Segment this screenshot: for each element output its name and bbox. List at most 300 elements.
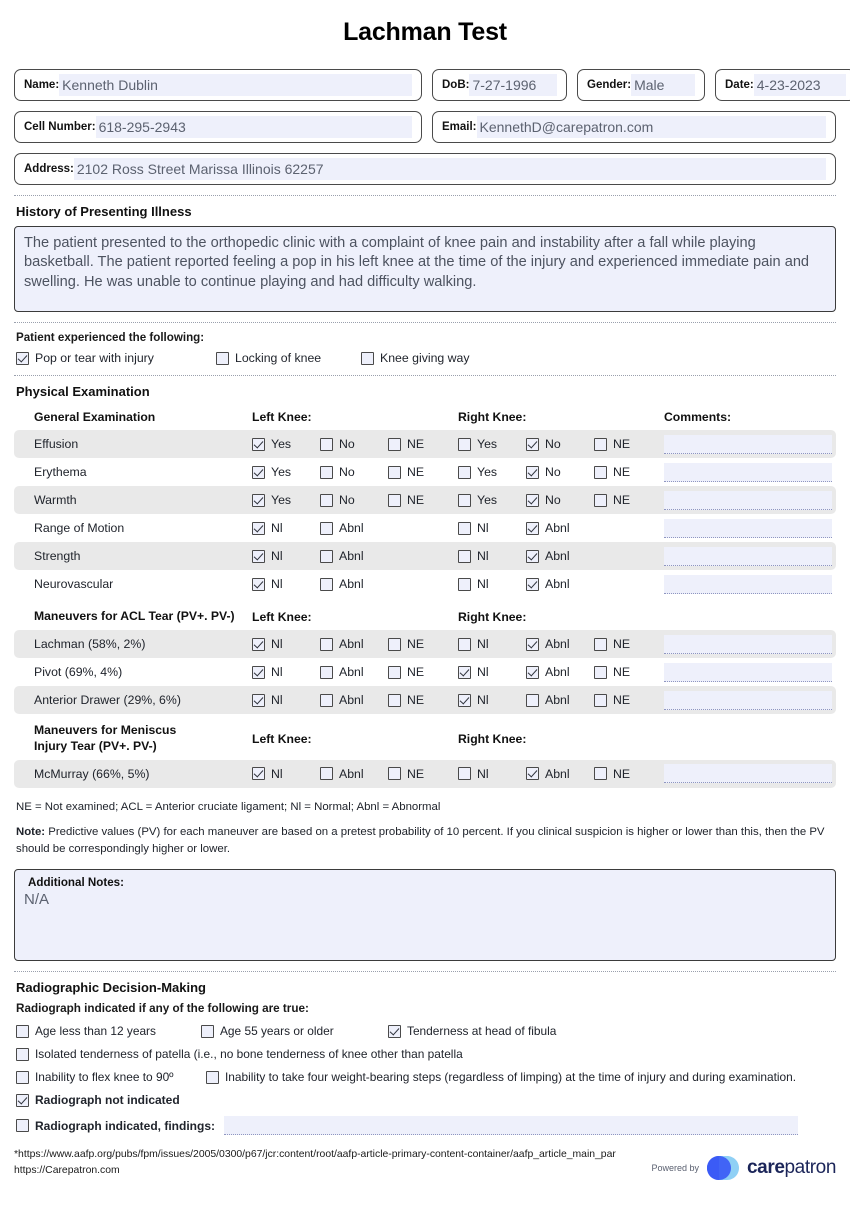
left-anterior-drawer-ne[interactable] [388, 693, 456, 707]
name-value[interactable]: Kenneth Dublin [59, 74, 412, 96]
left-mcmurray-ne[interactable] [388, 767, 456, 781]
comment-input-mcmurray[interactable] [664, 764, 832, 783]
checkbox-label: Nl [477, 665, 489, 680]
date-field[interactable] [715, 69, 850, 101]
checkbox-label: Nl [271, 637, 283, 652]
checkbox-icon[interactable] [320, 694, 333, 707]
right-pivot-nl[interactable] [458, 665, 526, 679]
comment-input-warmth[interactable] [664, 491, 832, 510]
checkbox-label: Abnl [545, 549, 570, 563]
radiographic-criteria-row-1 [14, 1024, 836, 1038]
history-heading: History of Presenting Illness [16, 204, 192, 219]
checkbox-checked-icon[interactable] [526, 767, 539, 780]
divider [14, 971, 836, 972]
criterion-isolated-patella-tenderness[interactable] [16, 1047, 463, 1061]
checkbox-label: Abnl [339, 637, 364, 652]
right-strength-nl[interactable] [458, 549, 526, 563]
left-knee-options-strength [252, 549, 458, 563]
meniscus-header-line2: Injury Tear (PV+. PV-) [34, 738, 157, 753]
checkbox-checked-icon[interactable] [526, 550, 539, 563]
checkbox-label: Nl [271, 766, 283, 781]
criterion-label: Age 55 years or older [220, 1024, 334, 1039]
checkbox-icon[interactable] [388, 494, 401, 507]
left-knee-options-effusion [252, 437, 458, 451]
right-mcmurray-nl[interactable] [458, 767, 526, 781]
checkbox-label: NE [407, 665, 425, 680]
source-url[interactable]: *https://www.aafp.org/pubs/fpm/issues/2005/0300/p67/jcr:content/root/aafp-article-primary-content-container/aafp_article_main_par [14, 1149, 616, 1161]
radiographic-subheading: Radiograph indicated if any of the following are true: [16, 1002, 309, 1016]
experienced-option-1[interactable] [216, 351, 361, 365]
carepatron-logo-icon [706, 1155, 740, 1181]
right-mcmurray-abnl[interactable] [526, 767, 594, 781]
table-row [14, 514, 836, 542]
checkbox-label: No [339, 437, 355, 451]
left-effusion-yes[interactable] [252, 437, 320, 451]
right-anterior-drawer-ne[interactable] [594, 693, 662, 707]
site-url[interactable]: https://Carepatron.com [14, 1164, 120, 1176]
checkbox-label: NE [613, 665, 631, 680]
checkbox-icon[interactable] [594, 767, 607, 780]
checkbox-checked-icon[interactable] [252, 438, 265, 451]
checkbox-checked-icon[interactable] [458, 694, 471, 707]
exam-row-label-warmth: Warmth [34, 493, 77, 507]
criterion-age-55-or-older[interactable] [201, 1024, 388, 1038]
right-pivot-abnl[interactable] [526, 665, 594, 679]
checkbox-label: NE [613, 766, 631, 781]
right-knee-options-warmth [458, 493, 664, 507]
left-lachman-ne[interactable] [388, 637, 456, 651]
acl-header-label: Maneuvers for ACL Tear (PV+. PV-) [34, 609, 235, 623]
checkbox-label: Nl [477, 637, 489, 652]
table-row [14, 430, 836, 458]
name-label: Name: [24, 79, 60, 91]
checkbox-label: Abnl [545, 637, 570, 652]
checkbox-icon[interactable] [594, 466, 607, 479]
email-value[interactable]: KennethD@carepatron.com [477, 116, 826, 138]
cell-number-field[interactable] [14, 111, 422, 143]
checkbox-checked-icon[interactable] [526, 666, 539, 679]
left-erythema-yes[interactable] [252, 465, 320, 479]
checkbox-checked-icon[interactable] [526, 466, 539, 479]
checkbox-label: NE [407, 437, 425, 451]
comment-cell-lachman [664, 635, 836, 654]
checkbox-icon[interactable] [458, 638, 471, 651]
comment-cell-warmth [664, 491, 836, 510]
checkbox-icon[interactable] [594, 666, 607, 679]
left-pivot-ne[interactable] [388, 665, 456, 679]
left-range-of-motion-abnl[interactable] [320, 521, 388, 535]
experienced-option-0[interactable] [16, 351, 216, 365]
col-header-left-knee: Left Knee: [252, 410, 312, 424]
checkbox-label: NE [407, 637, 425, 652]
checkbox-checked-icon[interactable] [252, 522, 265, 535]
table-row [14, 486, 836, 514]
divider [14, 195, 836, 196]
checkbox-checked-icon[interactable] [252, 638, 265, 651]
comment-input-pivot[interactable] [664, 663, 832, 682]
acl-group-header [14, 598, 836, 630]
checkbox-label: Abnl [545, 521, 570, 535]
right-erythema-no[interactable] [526, 465, 594, 479]
experienced-option-2[interactable] [361, 351, 470, 365]
checkbox-icon[interactable] [388, 466, 401, 479]
checkbox-icon[interactable] [458, 494, 471, 507]
left-effusion-no[interactable] [320, 437, 388, 451]
left-range-of-motion-nl[interactable] [252, 521, 320, 535]
powered-by-label: Powered by [651, 1163, 700, 1174]
checkbox-icon[interactable] [594, 494, 607, 507]
checkbox-icon[interactable] [458, 438, 471, 451]
left-knee-options-erythema [252, 465, 458, 479]
checkbox-icon[interactable] [458, 522, 471, 535]
exam-row-label-range-of-motion: Range of Motion [34, 521, 125, 535]
checkbox-label: Yes [271, 465, 292, 479]
exam-row-label-strength: Strength [34, 549, 81, 563]
additional-notes-value[interactable]: N/A [24, 891, 50, 909]
checkbox-label: Nl [271, 665, 283, 680]
comment-input-range-of-motion[interactable] [664, 519, 832, 538]
checkbox-checked-icon[interactable] [458, 666, 471, 679]
meniscus-header-label [14, 723, 252, 754]
history-textarea[interactable]: The patient presented to the orthopedic clinic with a complaint of knee pain and instability after a fall while playing basketball. The patient reported feeling a pop in his left knee at the time of the injury and experienced immediate pain and swelling. He was unable to continue playing and had difficulty walking. [14, 226, 836, 312]
radiograph-not-indicated[interactable] [16, 1093, 180, 1107]
checkbox-icon[interactable] [594, 638, 607, 651]
criterion-inability-four-steps[interactable] [206, 1070, 796, 1084]
left-erythema-no[interactable] [320, 465, 388, 479]
left-pivot-abnl[interactable] [320, 665, 388, 679]
checkbox-label: Locking of knee [235, 351, 322, 365]
checkbox-icon[interactable] [320, 666, 333, 679]
left-knee-options-neurovascular [252, 577, 458, 591]
checkbox-label: NE [613, 693, 631, 708]
comment-cell-erythema [664, 463, 836, 482]
right-knee-options-pivot [458, 665, 664, 679]
checkbox-label: No [545, 493, 561, 507]
checkbox-label: Yes [271, 437, 292, 451]
checkbox-label: Nl [271, 549, 283, 563]
meniscus-right-knee-label: Right Knee: [458, 731, 527, 746]
radiographic-criteria-row-2 [14, 1047, 836, 1061]
right-knee-options-mcmurray [458, 767, 664, 781]
experienced-title: Patient experienced the following: [16, 331, 205, 344]
checkbox-label: Abnl [545, 693, 570, 708]
checkbox-icon[interactable] [594, 694, 607, 707]
dob-value[interactable]: 7-27-1996 [469, 74, 557, 96]
table-row [14, 458, 836, 486]
criterion-age-less-than-12[interactable] [16, 1024, 201, 1038]
checkbox-label: Abnl [339, 577, 364, 591]
checkbox-icon[interactable] [458, 466, 471, 479]
checkbox-icon[interactable] [16, 1025, 29, 1038]
right-mcmurray-ne[interactable] [594, 767, 662, 781]
comment-input-erythema[interactable] [664, 463, 832, 482]
checkbox-label: Nl [477, 549, 489, 563]
right-erythema-yes[interactable] [458, 465, 526, 479]
table-row [14, 658, 836, 686]
checkbox-checked-icon[interactable] [526, 638, 539, 651]
gender-label: Gender: [587, 79, 632, 91]
date-value[interactable]: 4-23-2023 [754, 74, 846, 96]
checkbox-icon[interactable] [388, 638, 401, 651]
additional-notes-box[interactable] [14, 869, 836, 961]
right-neurovascular-abnl[interactable] [526, 577, 594, 591]
checkbox-icon[interactable] [458, 550, 471, 563]
left-erythema-ne[interactable] [388, 465, 456, 479]
meniscus-header-line1: Maneuvers for Meniscus [34, 723, 177, 738]
checkbox-icon[interactable] [458, 767, 471, 780]
right-anterior-drawer-abnl[interactable] [526, 693, 594, 707]
checkbox-label: NE [407, 493, 425, 507]
exam-row-label-anterior-drawer: Anterior Drawer (29%, 6%) [34, 693, 181, 708]
checkbox-checked-icon[interactable] [252, 550, 265, 563]
comment-cell-neurovascular [664, 575, 836, 594]
checkbox-checked-icon[interactable] [252, 466, 265, 479]
checkbox-icon[interactable] [320, 522, 333, 535]
additional-notes-label: Additional Notes: [28, 876, 124, 890]
checkbox-icon[interactable] [388, 666, 401, 679]
radiographic-heading: Radiographic Decision-Making [16, 980, 206, 996]
right-anterior-drawer-nl[interactable] [458, 693, 526, 707]
radiograph-not-indicated-row [14, 1093, 836, 1107]
checkbox-icon[interactable] [320, 578, 333, 591]
email-field[interactable] [432, 111, 836, 143]
gender-field[interactable] [577, 69, 705, 101]
checkbox-label: Abnl [545, 766, 570, 781]
footer [14, 1147, 836, 1181]
checkbox-icon[interactable] [320, 550, 333, 563]
checkbox-label: Pop or tear with injury [35, 351, 154, 365]
meniscus-group-header [14, 714, 836, 760]
right-knee-options-strength [458, 549, 664, 563]
checkbox-icon[interactable] [320, 638, 333, 651]
checkbox-label: Knee giving way [380, 351, 470, 365]
checkbox-label: NE [407, 465, 425, 479]
comment-input-lachman[interactable] [664, 635, 832, 654]
checkbox-label: Abnl [339, 665, 364, 680]
checkbox-label: NE [613, 493, 631, 507]
left-warmth-no[interactable] [320, 493, 388, 507]
comment-input-neurovascular[interactable] [664, 575, 832, 594]
left-mcmurray-abnl[interactable] [320, 767, 388, 781]
checkbox-checked-icon[interactable] [252, 767, 265, 780]
address-value[interactable]: 2102 Ross Street Marissa Illinois 62257 [74, 158, 826, 180]
criterion-inability-flex-90[interactable] [16, 1070, 206, 1084]
checkbox-label: NE [613, 465, 631, 479]
right-strength-abnl[interactable] [526, 549, 594, 563]
checkbox-icon[interactable] [320, 767, 333, 780]
checkbox-label: Nl [271, 577, 283, 591]
checkbox-icon[interactable] [16, 1071, 29, 1084]
checkbox-checked-icon[interactable] [526, 438, 539, 451]
divider [14, 375, 836, 376]
comment-input-anterior-drawer[interactable] [664, 691, 832, 710]
left-knee-options-pivot [252, 665, 458, 679]
checkbox-icon[interactable] [201, 1025, 214, 1038]
radiographic-criteria-row-3 [14, 1070, 836, 1084]
left-knee-options-mcmurray [252, 767, 458, 781]
left-anterior-drawer-nl[interactable] [252, 693, 320, 707]
right-warmth-ne[interactable] [594, 493, 662, 507]
left-pivot-nl[interactable] [252, 665, 320, 679]
checkbox-icon[interactable] [16, 1048, 29, 1061]
checkbox-label: Yes [271, 493, 292, 507]
checkbox-icon[interactable] [320, 438, 333, 451]
left-lachman-nl[interactable] [252, 637, 320, 651]
address-label: Address: [24, 163, 74, 175]
right-effusion-no[interactable] [526, 437, 594, 451]
brand-light: patron [784, 1157, 836, 1179]
checkbox-checked-icon[interactable] [16, 1094, 29, 1107]
cell-number-value[interactable]: 618-295-2943 [96, 116, 412, 138]
comment-input-effusion[interactable] [664, 435, 832, 454]
patient-info-row-3 [14, 153, 836, 185]
checkbox-icon[interactable] [458, 578, 471, 591]
date-label: Date: [725, 79, 754, 91]
left-strength-nl[interactable] [252, 549, 320, 563]
comment-cell-mcmurray [664, 764, 836, 783]
exam-row-label-neurovascular: Neurovascular [34, 577, 114, 591]
note-text: Predictive values (PV) for each maneuver are based on a pretest probability of 10 percent. If you clinical suspicion is higher or lower than this, then the PV should be correspondingly higher or lower. [16, 826, 825, 855]
checkbox-checked-icon[interactable] [252, 494, 265, 507]
left-effusion-ne[interactable] [388, 437, 456, 451]
checkbox-icon[interactable] [388, 767, 401, 780]
left-knee-options-range-of-motion [252, 521, 458, 535]
checkbox-label: Abnl [339, 693, 364, 708]
left-anterior-drawer-abnl[interactable] [320, 693, 388, 707]
checkbox-checked-icon[interactable] [526, 578, 539, 591]
acl-right-knee-label: Right Knee: [458, 610, 527, 625]
left-neurovascular-abnl[interactable] [320, 577, 388, 591]
left-knee-options-warmth [252, 493, 458, 507]
table-row [14, 542, 836, 570]
checkbox-label: NE [613, 637, 631, 652]
checkbox-icon[interactable] [594, 438, 607, 451]
name-field[interactable] [14, 69, 422, 101]
checkbox-checked-icon[interactable] [252, 578, 265, 591]
right-effusion-ne[interactable] [594, 437, 662, 451]
checkbox-checked-icon[interactable] [252, 666, 265, 679]
checkbox-label: Abnl [545, 665, 570, 680]
experienced-options [14, 351, 836, 365]
radiograph-indicated-row [14, 1116, 836, 1135]
radiograph-indicated-label: Radiograph indicated, findings: [35, 1118, 215, 1133]
left-mcmurray-nl[interactable] [252, 767, 320, 781]
checkbox-label: Abnl [339, 766, 364, 781]
left-warmth-ne[interactable] [388, 493, 456, 507]
checkbox-checked-icon[interactable] [16, 352, 29, 365]
left-strength-abnl[interactable] [320, 549, 388, 563]
right-warmth-yes[interactable] [458, 493, 526, 507]
radiograph-findings-input[interactable] [224, 1116, 798, 1135]
checkbox-checked-icon[interactable] [526, 522, 539, 535]
col-header-comments: Comments: [664, 410, 732, 424]
cell-number-label: Cell Number: [24, 121, 96, 133]
left-warmth-yes[interactable] [252, 493, 320, 507]
lachman-test-form [0, 18, 850, 1228]
radiograph-not-indicated-label: Radiograph not indicated [35, 1093, 180, 1108]
checkbox-checked-icon[interactable] [388, 1025, 401, 1038]
checkbox-checked-icon[interactable] [526, 494, 539, 507]
right-lachman-nl[interactable] [458, 637, 526, 651]
left-neurovascular-nl[interactable] [252, 577, 320, 591]
email-label: Email: [442, 121, 477, 133]
checkbox-label: Abnl [339, 521, 364, 535]
criterion-label: Inability to flex knee to 90º [35, 1070, 174, 1085]
meniscus-left-knee-label: Left Knee: [252, 731, 312, 746]
checkbox-label: Nl [477, 577, 489, 591]
address-field[interactable] [14, 153, 836, 185]
table-row [14, 630, 836, 658]
checkbox-label: Yes [477, 465, 498, 479]
checkbox-label: Yes [477, 493, 498, 507]
checkbox-icon[interactable] [361, 352, 374, 365]
right-knee-options-effusion [458, 437, 664, 451]
physical-exam-table [14, 406, 836, 788]
checkbox-icon[interactable] [16, 1119, 29, 1132]
criterion-tenderness-fibula[interactable] [388, 1024, 556, 1038]
right-lachman-ne[interactable] [594, 637, 662, 651]
checkbox-label: NE [407, 766, 425, 781]
col-header-right-knee: Right Knee: [458, 410, 527, 424]
right-knee-options-range-of-motion [458, 521, 664, 535]
right-erythema-ne[interactable] [594, 465, 662, 479]
left-knee-options-anterior-drawer [252, 693, 458, 707]
checkbox-icon[interactable] [388, 438, 401, 451]
acl-left-knee-label: Left Knee: [252, 610, 312, 625]
right-range-of-motion-nl[interactable] [458, 521, 526, 535]
checkbox-icon[interactable] [216, 352, 229, 365]
comment-cell-strength [664, 547, 836, 566]
checkbox-icon[interactable] [320, 466, 333, 479]
comment-input-strength[interactable] [664, 547, 832, 566]
criterion-label: Inability to take four weight-bearing steps (regardless of limping) at the time of injury and during examination. [225, 1070, 797, 1085]
checkbox-label: Yes [477, 437, 498, 451]
right-pivot-ne[interactable] [594, 665, 662, 679]
exam-row-label-mcmurray: McMurray (66%, 5%) [34, 766, 150, 781]
checkbox-icon[interactable] [320, 494, 333, 507]
right-warmth-no[interactable] [526, 493, 594, 507]
brand-bold: care [747, 1157, 785, 1179]
divider [14, 322, 836, 323]
right-effusion-yes[interactable] [458, 437, 526, 451]
footer-links [14, 1147, 616, 1178]
checkbox-label: No [339, 465, 355, 479]
carepatron-wordmark [747, 1157, 836, 1179]
dob-field[interactable] [432, 69, 567, 101]
criterion-label: Age less than 12 years [35, 1024, 156, 1039]
exam-table-header [14, 406, 836, 430]
right-lachman-abnl[interactable] [526, 637, 594, 651]
left-lachman-abnl[interactable] [320, 637, 388, 651]
checkbox-icon[interactable] [206, 1071, 219, 1084]
right-knee-options-erythema [458, 465, 664, 479]
gender-value[interactable]: Male [631, 74, 695, 96]
note-label: Note: [16, 826, 46, 839]
right-range-of-motion-abnl[interactable] [526, 521, 594, 535]
checkbox-label: Nl [477, 766, 489, 781]
checkbox-label: Abnl [545, 577, 570, 591]
checkbox-checked-icon[interactable] [252, 694, 265, 707]
right-knee-options-anterior-drawer [458, 693, 664, 707]
abbreviation-footnote: NE = Not examined; ACL = Anterior cruciate ligament; Nl = Normal; Abnl = Abnormal [16, 800, 441, 813]
carepatron-branding [651, 1147, 836, 1181]
radiograph-indicated[interactable] [16, 1119, 215, 1133]
exam-row-label-pivot: Pivot (69%, 4%) [34, 665, 123, 680]
criterion-label: Tenderness at head of fibula [407, 1024, 557, 1039]
right-neurovascular-nl[interactable] [458, 577, 526, 591]
checkbox-icon[interactable] [388, 694, 401, 707]
checkbox-icon[interactable] [526, 694, 539, 707]
